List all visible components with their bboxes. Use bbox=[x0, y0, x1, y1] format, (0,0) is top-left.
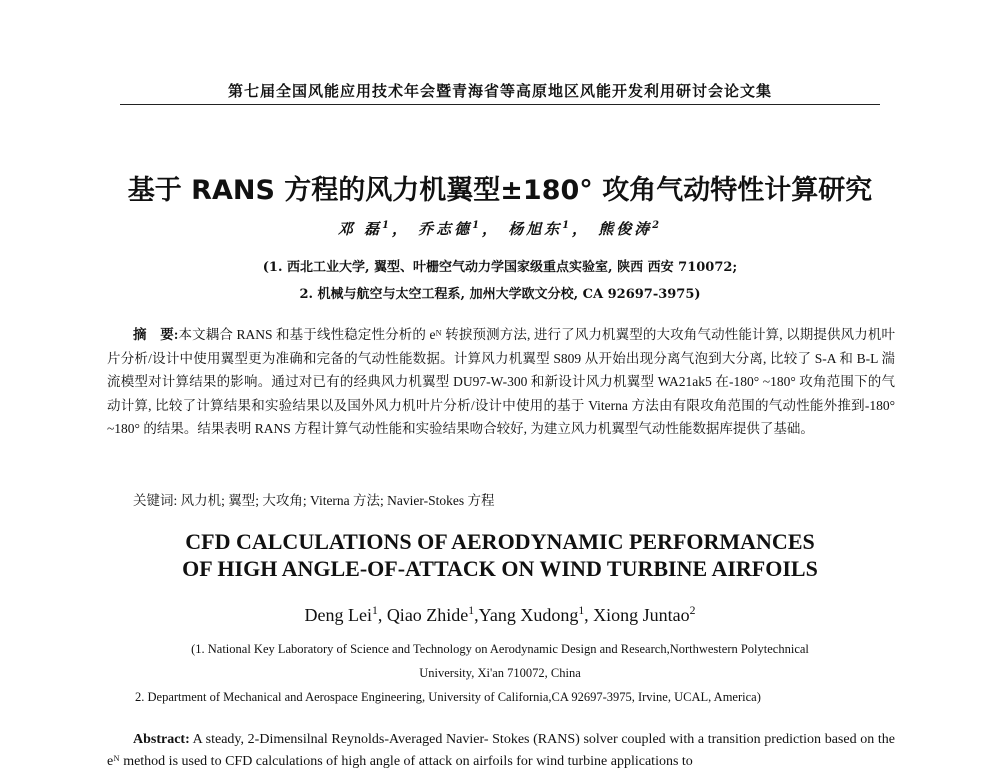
author-affiliation-mark: 2 bbox=[652, 220, 663, 231]
abstract-label: 摘 要: bbox=[133, 327, 179, 342]
english-abstract bbox=[107, 729, 895, 773]
english-title-line: CFD CALCULATIONS OF AERODYNAMIC PERFORMANCES bbox=[185, 529, 815, 554]
chinese-keywords: 关键词: 风力机; 翼型; 大攻角; Viterna 方法; Navier-Stokes 方程 bbox=[133, 493, 495, 508]
chinese-title: 基于 RANS 方程的风力机翼型±180° 攻角气动特性计算研究 bbox=[127, 175, 873, 206]
author: Yang Xudong bbox=[478, 605, 579, 625]
author: 杨旭东 bbox=[508, 220, 563, 238]
author: Xiong Juntao bbox=[593, 605, 690, 625]
english-title bbox=[0, 528, 1000, 582]
abstract-text: 本文耦合 RANS 和基于线性稳定性分析的 eᴺ 转捩预测方法, 进行了风力机翼型的大攻角气动性能计算, 以期提供风力机叶片分析/设计中使用翼型更为准确和完备的气动性能数据。计算风力机翼型 S809 从开始出现分离气泡到大分离, 比较了 S-A 和 B-L 湍流模型对计算结果的影响。通过对已有的经典风力机翼型 DU97-W-300 和新设计风力机翼型 WA21ak5 在-180° ~180° 攻角范围下的气动计算, 比较了计算结果和实验结果以及国外风力机叶片分析/设计中使用的基于 Viterna 方法由有限攻角范围的气动性能外推到-180° ~180° 的结果。结果表明 RANS 方程计算气动性能和实验结果吻合较好, 为建立风力机翼型气动性能数据库提供了基础。 bbox=[107, 327, 895, 437]
author-affiliation-mark: 1 bbox=[371, 604, 378, 617]
english-affiliation-1-cont: University, Xi'an 710072, China bbox=[419, 666, 581, 680]
proceedings-header: 第七届全国风能应用技术年会暨青海省等高原地区风能开发利用研讨会论文集 bbox=[227, 82, 772, 100]
english-affiliation-1: (1. National Key Laboratory of Science and Technology on Aerodynamic Design and Research,Northwestern Polytechnical bbox=[191, 642, 809, 656]
header-rule bbox=[120, 104, 880, 105]
author: Qiao Zhide bbox=[386, 605, 469, 625]
author: Deng Lei bbox=[304, 605, 372, 625]
english-affiliation-2: 2. Department of Mechanical and Aerospace Engineering, University of California,CA 92697-3975, Irvine, UCAL, America) bbox=[135, 690, 761, 704]
abstract-label: Abstract: bbox=[133, 732, 190, 747]
abstract-text: A steady, 2-Dimensilnal Reynolds-Averaged Navier- Stokes (RANS) solver coupled with a transition prediction based on the eᴺ method is used to CFD calculations of high angle of attack on airfoils for wind turbine applications to bbox=[107, 732, 895, 769]
author-affiliation-mark: 1 bbox=[468, 604, 475, 617]
chinese-affiliation-2: 2. 机械与航空与太空工程系, 加州大学欧文分校, CA 92697-3975) bbox=[299, 287, 701, 302]
english-authors: Deng Lei$^1$, Qiao Zhide$^1$,Yang Xudong$^1$, Xiong Juntao$^2$ bbox=[304, 604, 696, 625]
author-affiliation-mark: 1 bbox=[382, 220, 392, 231]
author: 熊俊涛 bbox=[598, 220, 653, 238]
author-affiliation-mark: 2 bbox=[689, 604, 696, 617]
author-affiliation-mark: 1 bbox=[578, 604, 585, 617]
chinese-abstract bbox=[107, 323, 895, 441]
author: 邓 磊 bbox=[337, 220, 383, 238]
author-affiliation-mark: 1 bbox=[562, 220, 573, 231]
author: 乔志德 bbox=[418, 220, 473, 238]
chinese-authors: 邓 磊$^1$， 乔志德$^1$， 杨旭东$^1$， 熊俊涛$^2$ bbox=[337, 220, 663, 238]
chinese-affiliation-1: (1. 西北工业大学, 翼型、叶栅空气动力学国家级重点实验室, 陕西 西安 710072; bbox=[262, 260, 738, 275]
english-title-line: OF HIGH ANGLE-OF-ATTACK ON WIND TURBINE AIRFOILS bbox=[182, 556, 818, 581]
author-affiliation-mark: 1 bbox=[472, 220, 482, 231]
